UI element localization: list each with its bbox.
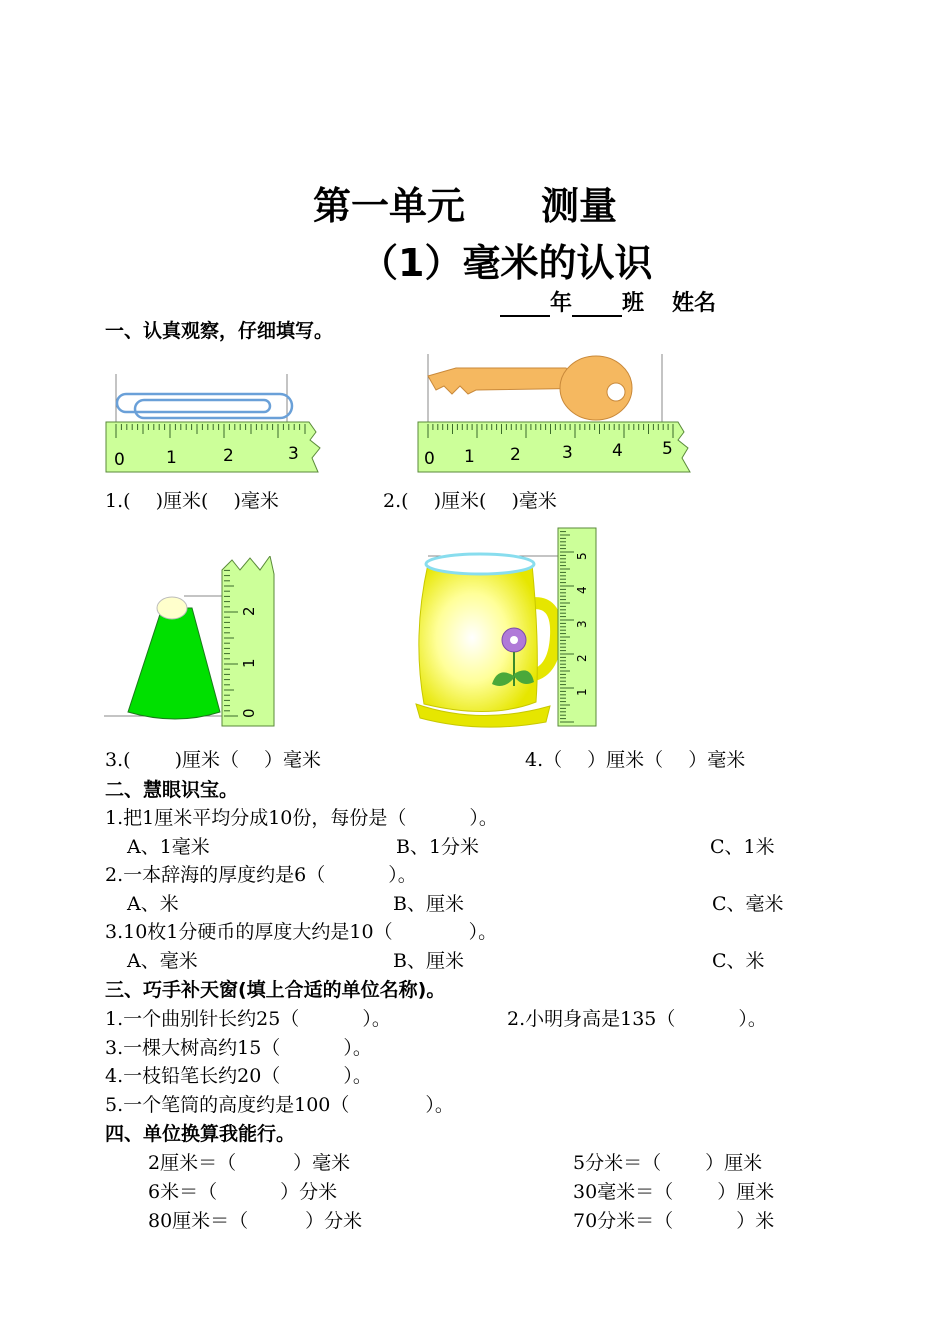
s4-item-1: 2厘米＝（ ）毫米 [148,1152,351,1174]
year-label: 年 [550,291,573,316]
paperclip-icon [117,394,292,418]
s3-q5: 5.一个笔筒的高度约是100（ ）。 [105,1094,454,1116]
name-label: 姓名 [672,291,717,316]
s2-q3-option-a[interactable]: A、毫米 [127,950,198,972]
s1-q4: 4.（ ）厘米（ ）毫米 [525,749,746,771]
s2-q3-option-b[interactable]: B、厘米 [393,950,464,972]
cone-icon [128,597,220,719]
s4-item-6: 70分米＝（ ）米 [573,1210,775,1232]
ruler-2-label-5: 5 [662,439,673,459]
section2-heading: 二、慧眼识宝。 [105,779,239,801]
name-line [500,286,716,317]
ruler-4-label-3: 3 [575,620,589,628]
s1-q2: 2.( )厘米( )毫米 [383,490,557,512]
ruler-1-label-2: 2 [223,446,234,466]
s2-q2-option-a[interactable]: A、米 [127,893,179,915]
s2-q1-option-b[interactable]: B、1分米 [396,836,480,858]
s1-q1: 1.( )厘米( )毫米 [105,490,279,512]
s2-q1-option-a[interactable]: A、1毫米 [127,836,210,858]
s2-q1: 1.把1厘米平均分成10份，每份是（ ）。 [105,807,498,829]
ruler-3-label-2: 2 [240,606,258,616]
ruler-3-label-0: 0 [240,708,258,718]
s3-q2: 2.小明身高是135（ ）。 [507,1008,767,1030]
ruler-2-label-0: 0 [424,449,435,469]
section1-heading: 一、认真观察，仔细填写。 [105,320,334,342]
paperclip-figure [104,372,326,476]
ruler-1-label-3: 3 [288,444,299,464]
ruler-3-label-1: 1 [240,658,258,668]
s3-q4: 4.一枝铅笔长约20（ ）。 [105,1065,372,1087]
key-figure [416,352,694,476]
cup-figure [410,526,600,730]
ruler-4-label-4: 4 [575,586,589,594]
class-blank[interactable] [572,293,622,317]
ruler-1-label-1: 1 [166,448,177,468]
ruler-4 [558,528,596,726]
ruler-1 [106,422,320,472]
s4-item-4: 30毫米＝（ ）厘米 [573,1181,775,1203]
page-subtitle: （1）毫米的认识 [360,241,653,285]
s4-item-5: 80厘米＝（ ）分米 [148,1210,363,1232]
s1-q3: 3.( )厘米（ ）毫米 [105,749,322,771]
section3-heading: 三、巧手补天窗(填上合适的单位名称)。 [105,979,446,1001]
s2-q3-option-c[interactable]: C、米 [712,950,765,972]
s2-q3: 3.10枚1分硬币的厚度大约是10（ ）。 [105,921,498,943]
s3-q1: 1.一个曲别针长约25（ ）。 [105,1008,391,1030]
s2-q2-option-b[interactable]: B、厘米 [393,893,464,915]
cup-icon [416,554,556,727]
ruler-4-label-2: 2 [575,654,589,662]
page-title: 第一单元 测量 [313,184,618,228]
ruler-2 [418,422,690,472]
ruler-2-label-2: 2 [510,445,521,465]
s2-q2-option-c[interactable]: C、毫米 [712,893,784,915]
ruler-1-label-0: 0 [114,450,125,470]
cone-figure [104,556,280,730]
section4-heading: 四、单位换算我能行。 [105,1123,296,1145]
s4-item-3: 6米＝（ ）分米 [148,1181,338,1203]
class-label: 班 [622,291,645,316]
ruler-3 [222,556,274,726]
key-icon [428,356,632,420]
ruler-4-label-5: 5 [575,552,589,560]
s2-q2: 2.一本辞海的厚度约是6（ ）。 [105,864,417,886]
ruler-2-label-3: 3 [562,443,573,463]
s2-q1-option-c[interactable]: C、1米 [710,836,775,858]
ruler-2-label-1: 1 [464,447,475,467]
ruler-2-label-4: 4 [612,441,623,461]
s4-item-2: 5分米＝（ ）厘米 [573,1152,763,1174]
s3-q3: 3.一棵大树高约15（ ）。 [105,1037,372,1059]
ruler-4-label-1: 1 [575,688,589,696]
year-blank[interactable] [500,293,550,317]
